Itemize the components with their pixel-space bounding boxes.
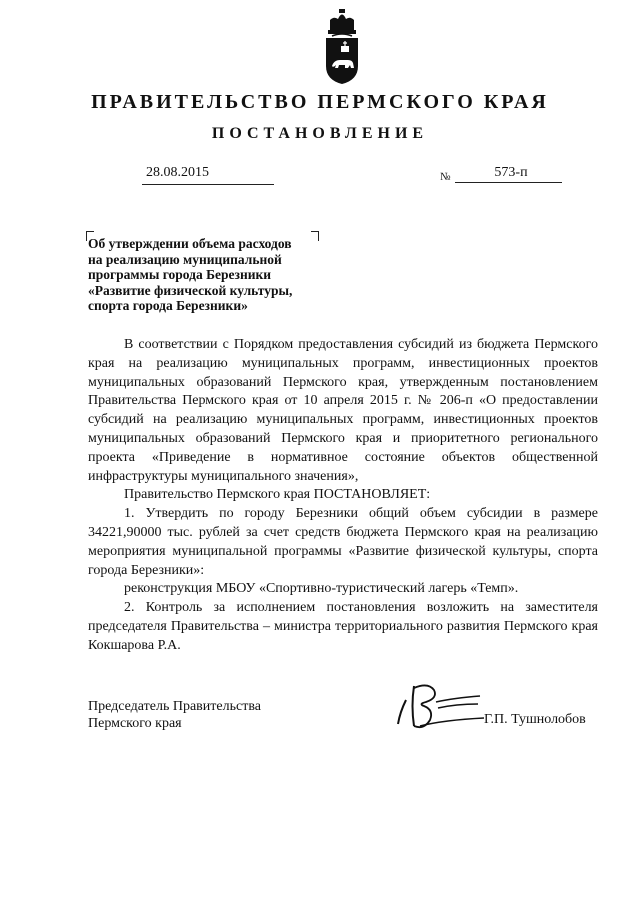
organization-title: ПРАВИТЕЛЬСТВО ПЕРМСКОГО КРАЯ bbox=[91, 91, 549, 113]
document-date: 28.08.2015 bbox=[146, 165, 209, 180]
document-type: ПОСТАНОВЛЕНИЕ bbox=[211, 125, 429, 142]
subject-line: спорта города Березники» bbox=[88, 298, 248, 313]
document-body bbox=[88, 336, 598, 656]
document-subject bbox=[88, 236, 328, 314]
body-paragraph-item-2: 2. Контроль за исполнением постановления возложить на заместителя председателя Правительства – министра территориального развития Пермского края Кокшарова Р.А. bbox=[88, 600, 598, 653]
subject-line: Об утверждении объема расходов bbox=[88, 236, 292, 251]
body-paragraph-resolves: Правительство Пермского края ПОСТАНОВЛЯЕТ: bbox=[124, 487, 431, 503]
body-paragraph-preamble: В соответствии с Порядком предоставления субсидий из бюджета Пермского края на реализацию муниципальных программ, инвестиционных проектов муниципальных образований Пермского края, утвержденным постановлением Правительства Пермского края от 10 апреля 2015 г. № 206-п «О предоставлении субсидий на реализацию муниципальных программ, инвестиционных проектов муниципальных образований Пермского края и приоритетного регионального проекта «Приведение в нормативное состояние объектов общественной инфраструктуры муниципального значения», bbox=[88, 337, 598, 484]
subject-line: программы города Березники bbox=[88, 267, 272, 282]
position-line: Председатель Правительства bbox=[88, 699, 261, 714]
subject-line: на реализацию муниципальной bbox=[88, 251, 282, 267]
signatory-position bbox=[88, 698, 308, 732]
signatory-name: Г.П. Тушнолобов bbox=[484, 712, 586, 727]
coat-of-arms-icon bbox=[318, 8, 366, 86]
date-underline bbox=[142, 184, 274, 185]
body-paragraph-item-1: 1. Утвердить по городу Березники общий объем субсидии в размере 34221,90000 тыс. рублей за счет средств бюджета Пермского края на реализацию мероприятия муниципальной программы «Развитие физической культуры, спорта города Березники»: bbox=[88, 506, 598, 578]
subject-line: «Развитие физической культуры, bbox=[88, 282, 293, 298]
body-paragraph-object: реконструкция МБОУ «Спортивно-туристический лагерь «Темп». bbox=[124, 581, 519, 597]
document-number: 573-п bbox=[494, 165, 528, 180]
position-line: Пермского края bbox=[88, 716, 182, 731]
number-underline bbox=[455, 182, 562, 183]
number-sign: № bbox=[440, 171, 451, 183]
